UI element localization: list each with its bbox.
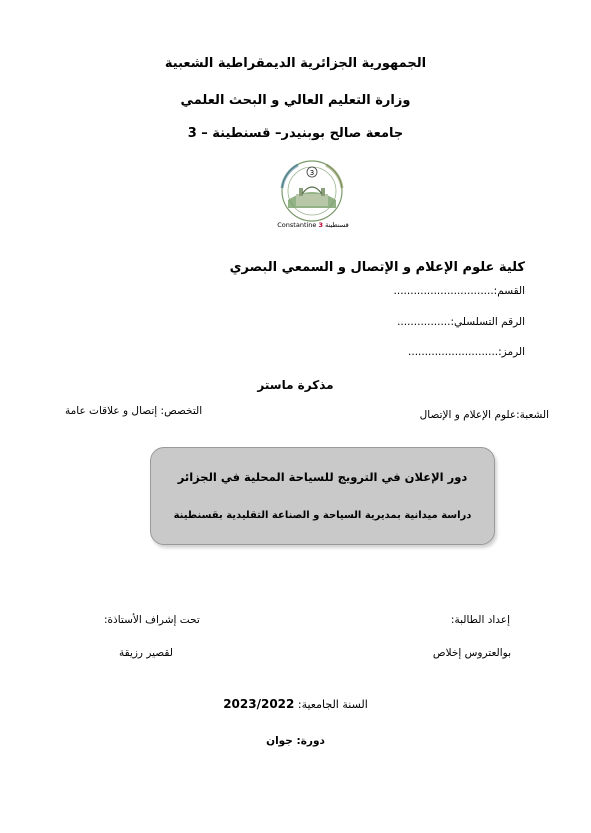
university-logo	[262, 158, 362, 234]
logo-caption-latin: Constantine	[277, 221, 317, 229]
serial-number-field: الرقم التسلسلي:................	[397, 316, 525, 328]
republic-title: الجمهورية الجزائرية الديمقراطية الشعبية	[164, 56, 427, 71]
ministry-title: وزارة التعليم العالي و البحث العلمي	[180, 93, 411, 108]
academic-year-label: السنة الجامعية:	[297, 698, 368, 711]
memo-type: مذكرة ماستر	[257, 378, 334, 392]
supervisor-name: لقصير رزيقة	[119, 647, 173, 659]
student-label: إعداد الطالبة:	[450, 614, 510, 626]
department-field: القسم:..............................	[393, 285, 525, 297]
specialty-label: التخصص: إتصال و علاقات عامة	[65, 405, 203, 417]
seal-number: 3	[309, 169, 315, 177]
logo-caption-number: 3	[318, 221, 324, 229]
session-label: دورة:	[296, 735, 325, 747]
university-title: جامعة صالح بوبنيدر– قسنطينة – 3	[187, 126, 404, 141]
faculty-name: كلية علوم الإعلام و الإتصال و السمعي البصري	[229, 260, 525, 275]
thesis-title: دور الإعلان في الترويج للسياحة المحلية في الجزائر	[177, 470, 468, 484]
supervisor-label: تحت إشراف الأستاذة:	[104, 614, 200, 626]
thesis-title-box	[150, 447, 495, 545]
code-field: الرمز:...........................	[408, 346, 525, 358]
student-name: بوالعتروس إخلاص	[432, 647, 511, 659]
session-value: جوان	[266, 735, 293, 747]
academic-year	[0, 697, 591, 711]
branch-label: الشعبة:علوم الإعلام و الإتصال	[419, 409, 549, 421]
academic-year-value: 2023/2022	[223, 697, 295, 711]
logo-caption-arabic: قسنطينة	[325, 221, 349, 229]
logo-caption	[268, 221, 358, 229]
session	[0, 735, 591, 747]
thesis-subtitle: دراسة ميدانية بمديرية السياحة و الصناعة التقليدية بقسنطينة	[173, 510, 472, 521]
